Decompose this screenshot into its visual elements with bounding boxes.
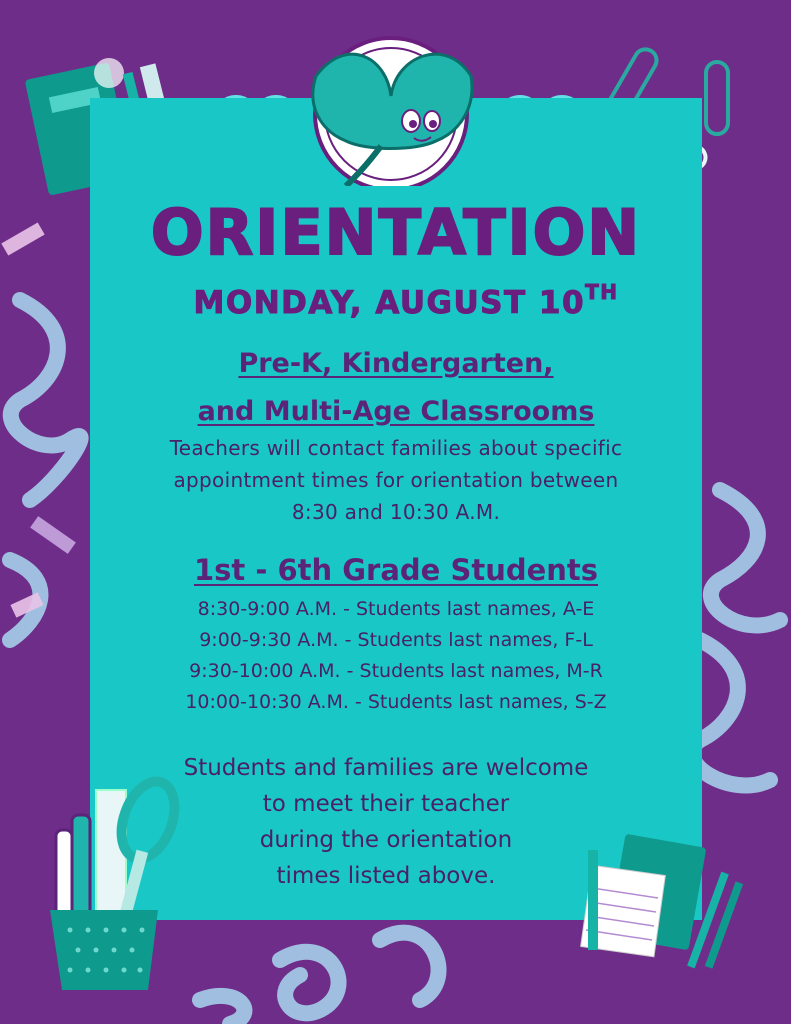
schedule-row: 9:30-10:00 A.M. - Students last names, M-R: [189, 660, 603, 682]
section1-heading-line1: Pre-K, Kindergarten,: [238, 348, 554, 379]
section1-body-line1: Teachers will contact families about specific: [169, 436, 623, 460]
notepad-icon: [580, 830, 750, 980]
section1-body-line3: 8:30 and 10:30 A.M.: [291, 500, 501, 524]
pencil-cup-icon: [40, 770, 200, 1000]
schedule-row: 8:30-9:00 A.M. - Students last names, A-E: [197, 598, 595, 620]
section2-heading: 1st - 6th Grade Students: [193, 553, 599, 587]
section1-body-line2: appointment times for orientation between: [173, 468, 619, 492]
closing-line4: times listed above.: [276, 863, 496, 889]
schedule-row: 10:00-10:30 A.M. - Students last names, S-Z: [185, 691, 607, 713]
poster-title: ORIENTATION: [150, 196, 642, 269]
closing-line3: during the orientation: [259, 827, 513, 853]
date-main: MONDAY, AUGUST 10: [193, 285, 586, 321]
schedule-row: 9:00-9:30 A.M. - Students last names, F-L: [199, 629, 593, 651]
date-suffix: TH: [585, 280, 619, 304]
closing-line2: to meet their teacher: [262, 791, 510, 817]
section1-heading-line2: and Multi-Age Classrooms: [197, 396, 595, 427]
orientation-date: [100, 280, 712, 321]
stingray-mascot-icon: [286, 36, 496, 186]
closing-line1: Students and families are welcome: [183, 755, 589, 781]
